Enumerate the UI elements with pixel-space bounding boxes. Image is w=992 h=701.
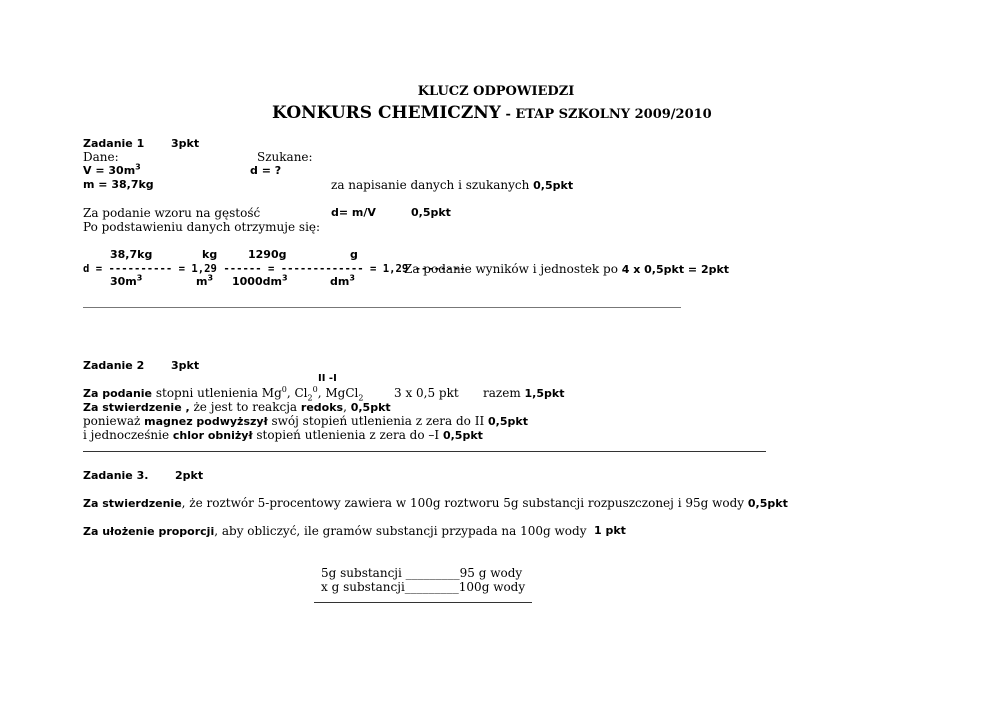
l1-mgcl: , MgCl [317,386,359,400]
l1-cl: , Cl [286,386,308,400]
l3-points: 0,5pkt [488,415,528,428]
task1-results-note [404,262,729,277]
den-1000-text: 1000dm [232,275,282,288]
numerator-grams: 1290g [248,248,287,261]
task2-points: 3pkt [171,359,200,372]
numerator-kg: kg [202,248,218,261]
task1-mass: m = 38,7kg [83,178,154,191]
den-dm-text: dm [330,275,350,288]
task2-line4 [83,428,483,443]
results-note-points: 4 x 0,5pkt = 2pkt [621,263,730,276]
l3-text1: ponieważ [83,414,145,428]
l3-bold: magnez podwyższył [144,415,268,428]
data-note-points: 0,5pkt [533,179,574,192]
l4-text1: i jednocześnie [83,428,173,442]
l2-bold: Za stwierdzenie , [83,401,190,414]
fraction-line: d = ---------- = 1,29 ------ = ------------- = 1,29 -------- [83,263,466,275]
task1-formula: d= m/V [331,206,376,219]
oxidation-states: II -I [318,373,337,384]
task3-line2-points: 1 pkt [594,524,626,537]
l1-razem: razem [483,386,525,400]
task2-line1-total [483,386,564,401]
l2-points: 0,5pkt [350,401,391,414]
divider-2 [83,451,766,452]
proportion-line1: 5g substancji _________95 g wody [321,566,523,580]
title-rest: - ETAP SZKOLNY 2009/2010 [500,107,712,122]
results-note-text: Za podanie wyników i jednostek po [404,262,622,276]
task3-points: 2pkt [175,469,204,482]
l2-redoks: redoks [300,401,344,414]
t3l2-bold: Za ułożenie proporcji [83,525,215,538]
den-dm-exp: 3 [349,273,355,283]
volume-exp: 3 [135,162,141,172]
task2-line1-calc: 3 x 0,5 pkt [394,386,459,400]
numerator-mass: 38,7kg [110,248,153,261]
l3-text2: swój stopień utlenienia z zera do II [267,414,489,428]
den-m-exp: 3 [207,273,214,283]
denominator-dm3-value [232,275,288,289]
l2-text: że jest to reakcja [189,400,301,414]
l1-sup1: 0 [281,385,287,394]
l1-sup2: 0 [312,385,318,394]
den-m-text: m [196,275,208,288]
task1-formula-note: Za podanie wzoru na gęstość [83,206,261,220]
l2-sep: , [343,400,351,414]
data-note-text: za napisanie danych i szukanych [331,178,534,192]
task1-density-unknown: d = ? [250,164,282,177]
denominator-volume [110,275,142,289]
l1-bold: Za podanie [83,387,153,400]
subtitle: KLUCZ ODPOWIEDZI [417,84,575,99]
task3-line1 [83,496,788,511]
task2-line1 [83,386,363,401]
denominator-m3 [196,275,213,289]
task2-heading: Zadanie 2 [83,359,145,372]
task1-points: 3pkt [171,137,200,150]
l4-bold: chlor obniżył [172,429,253,442]
task2-line2 [83,400,391,415]
proportion-line2: x g substancji_________100g wody [321,580,526,594]
l4-text2: stopień utlenienia z zera do –I [252,428,443,442]
l1-sub3: 2 [358,393,364,403]
l1-text: stopni utlenienia Mg [152,386,282,400]
task2-line3 [83,414,528,429]
task1-szukane-label: Szukane: [257,150,313,164]
l1-points: 1,5pkt [524,387,565,400]
l1-sub2: 2 [307,393,313,403]
t3l1-points: 0,5pkt [747,497,788,510]
task1-formula-points: 0,5pkt [411,206,451,219]
denominator-dm3 [330,275,355,289]
title-main: KONKURS CHEMICZNY [272,103,501,123]
task1-dane-label: Dane: [83,150,119,164]
volume-value: V = 30m [83,164,136,177]
page-title [272,104,712,124]
task3-heading: Zadanie 3. [83,469,149,482]
task1-data-note [331,178,573,193]
task1-heading: Zadanie 1 [83,137,145,150]
t3l1-bold: Za stwierdzenie [83,497,182,510]
task3-line2 [83,524,587,539]
proportion-underline [314,602,532,603]
den-volume-exp: 3 [136,273,143,283]
l4-points: 0,5pkt [442,429,483,442]
divider-1 [83,307,681,308]
den-1000-exp: 3 [281,273,288,283]
t3l1-text: , że roztwór 5-procentowy zawiera w 100g roztworu 5g substancji rozpuszczonej i 95g wody [181,496,748,510]
den-volume-text: 30m [110,275,137,288]
t3l2-text: , aby obliczyć, ile gramów substancji przypada na 100g wody [214,524,587,538]
task1-substitution-note: Po podstawieniu danych otrzymuje się: [83,220,321,234]
numerator-g: g [350,248,358,261]
task1-volume [83,164,141,178]
